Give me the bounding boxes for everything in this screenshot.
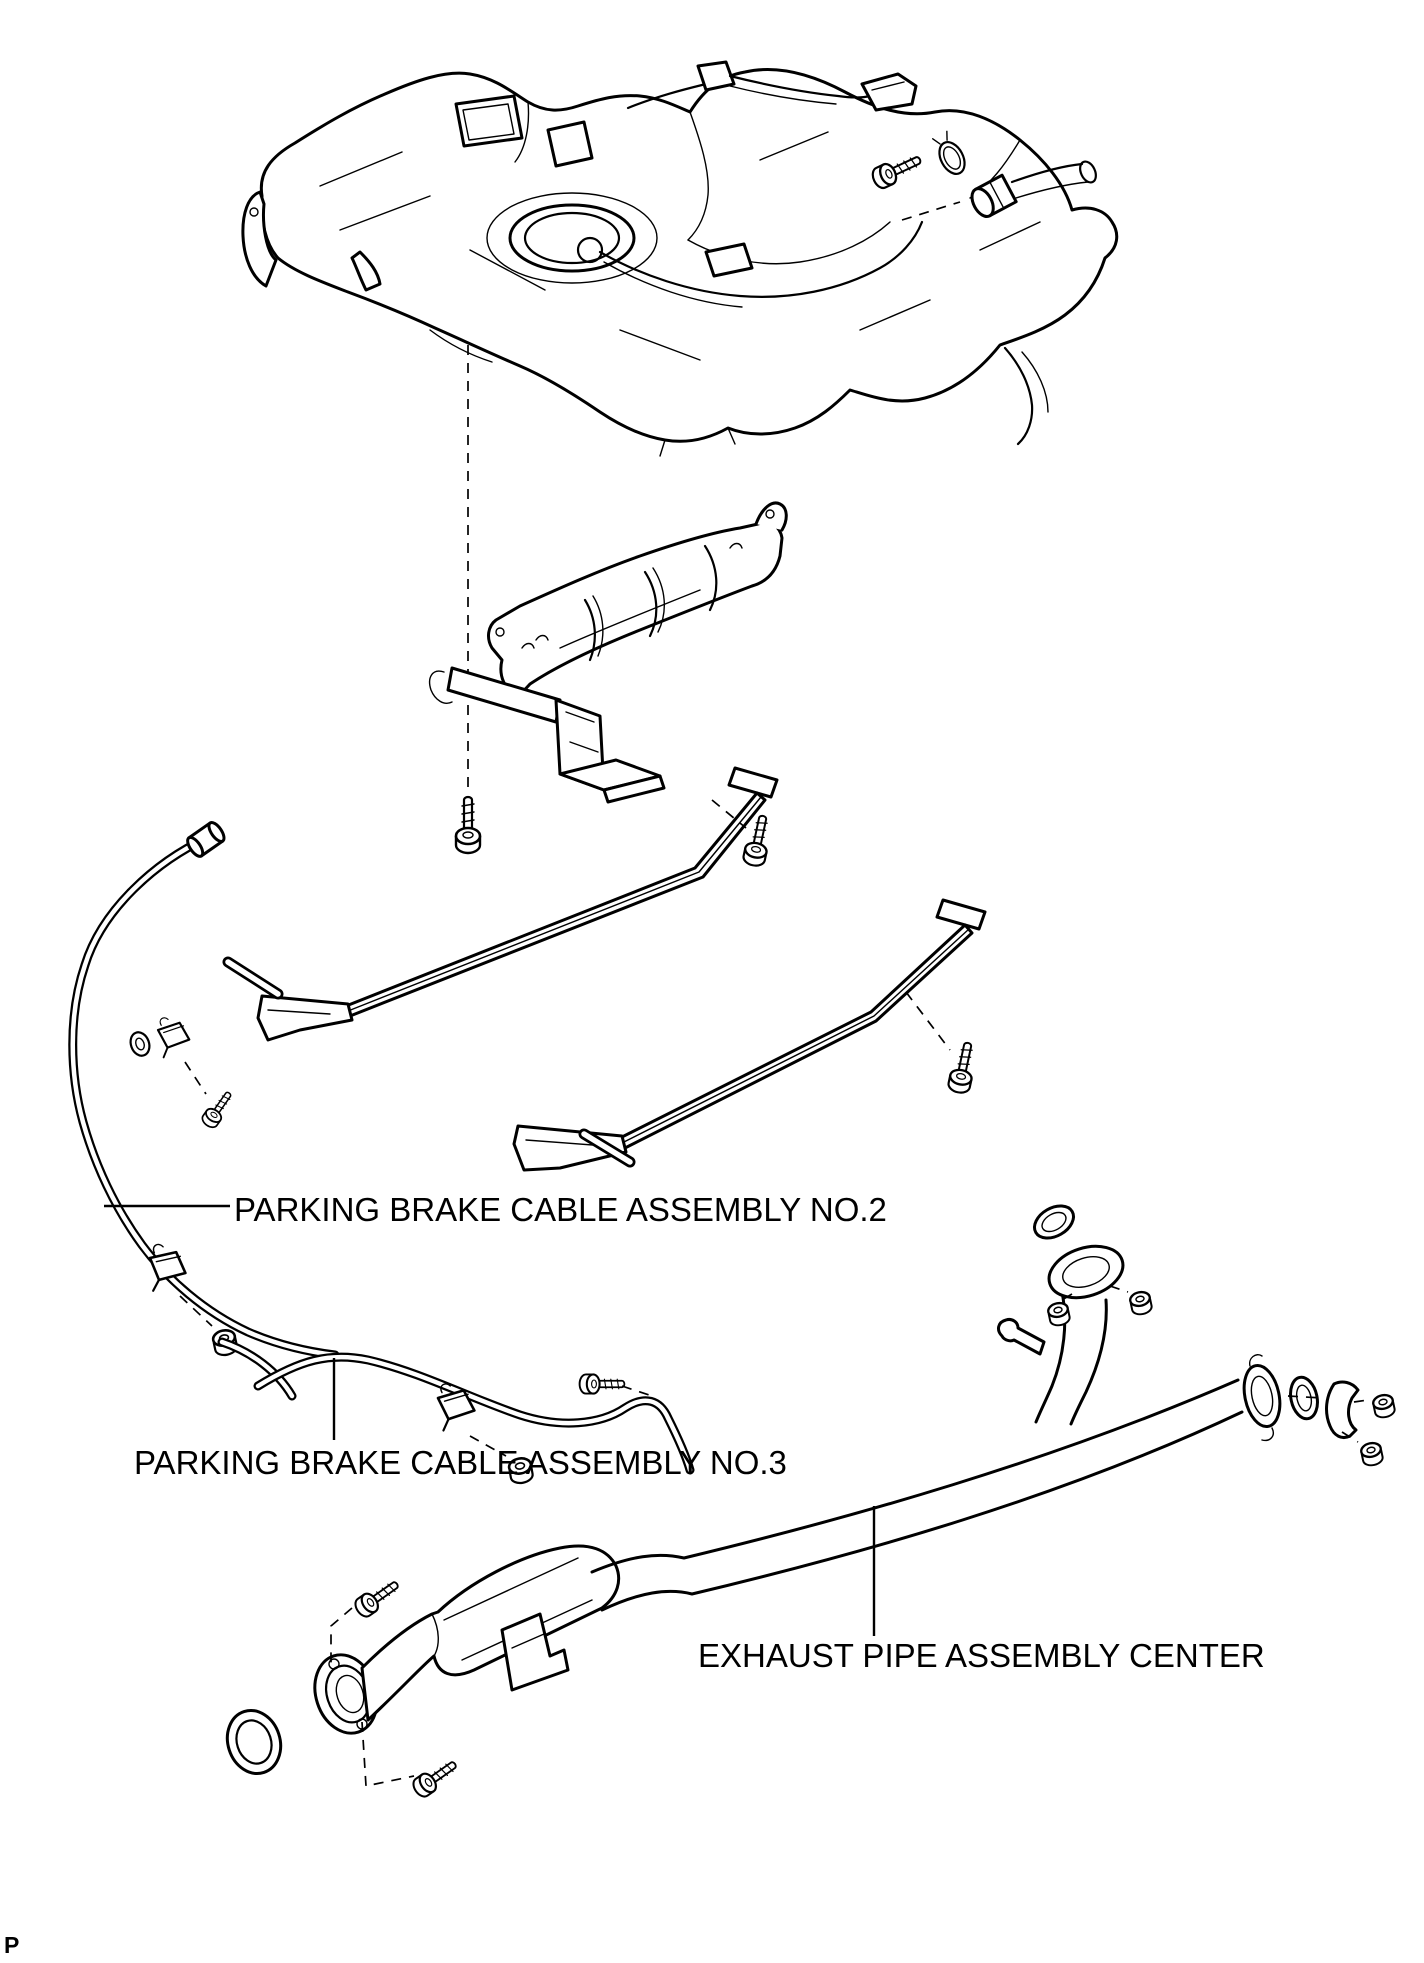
tank-mount-screw — [456, 345, 480, 853]
fuel-tank-band-1 — [258, 768, 777, 1040]
cable2-end-fitting — [185, 820, 227, 859]
heat-shield-protector — [430, 503, 787, 802]
label-parking-brake-cable-no2: PARKING BRAKE CABLE ASSEMBLY NO.2 — [234, 1191, 887, 1228]
label-exhaust-pipe-center: EXHAUST PIPE ASSEMBLY CENTER — [698, 1637, 1265, 1674]
label-parking-brake-cable-no3: PARKING BRAKE CABLE ASSEMBLY NO.3 — [134, 1444, 787, 1481]
exhaust-pipe-assembly-center — [219, 1199, 1395, 1799]
page-mark: P — [4, 1932, 20, 1958]
fuel-tank — [243, 69, 1117, 456]
parking-brake-cable-no2 — [73, 820, 335, 1357]
